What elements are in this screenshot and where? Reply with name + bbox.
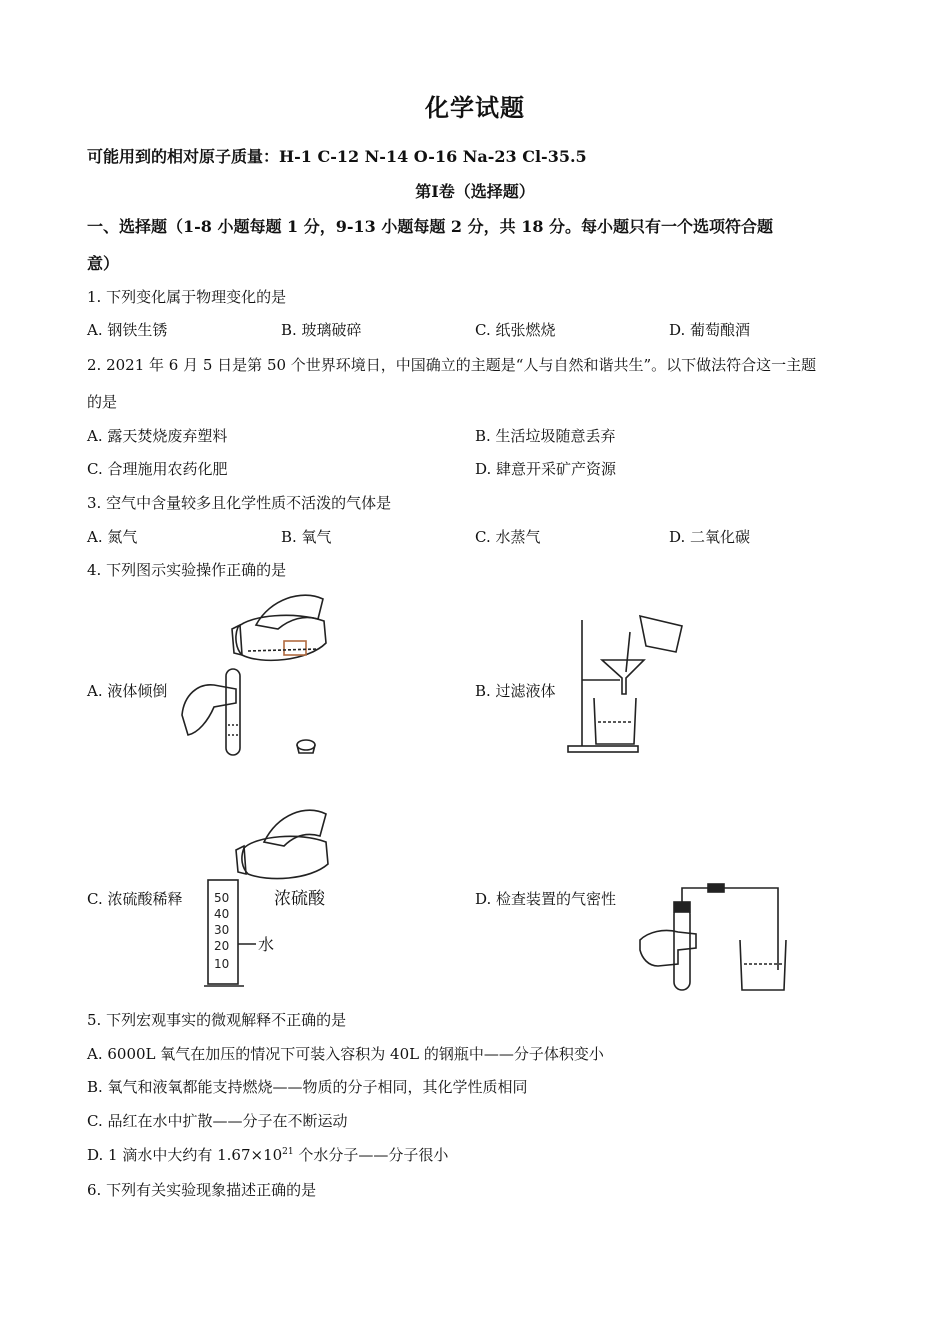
q1-option-c: C. 纸张燃烧 — [475, 321, 556, 339]
q2-option-c: C. 合理施用农药化肥 — [87, 460, 228, 478]
delivery-tube-icon — [682, 888, 778, 970]
water-beaker-icon — [740, 940, 786, 990]
scale-label-20: 20 — [214, 939, 230, 953]
q2-option-a: A. 露天焚烧废弃塑料 — [87, 427, 228, 445]
q1-option-a: A. 钢铁生锈 — [87, 321, 168, 339]
rubber-connector-icon — [708, 884, 724, 892]
label-water: 水 — [258, 935, 275, 954]
section-heading: 一、选择题（1-8 小题每题 1 分，9-13 小题每题 2 分，共 18 分。每小题只有一个选项符合题 — [87, 217, 774, 236]
question-2-stem: 2. 2021 年 6 月 5 日是第 50 个世界环境日，中国确立的主题是“人与自然和谐共生”。以下做法符合这一主题 — [87, 356, 817, 374]
figure-filtration — [560, 612, 690, 757]
question-3-stem: 3. 空气中含量较多且化学性质不活泼的气体是 — [87, 494, 392, 512]
q4-option-b: B. 过滤液体 — [475, 682, 556, 700]
q3-option-d: D. 二氧化碳 — [669, 528, 751, 546]
stand-base-icon — [568, 746, 638, 752]
q3-option-b: B. 氧气 — [281, 528, 332, 546]
label-concentrated-acid: 浓硫酸 — [274, 889, 325, 909]
bottle-label-icon — [284, 641, 306, 655]
beaker-icon — [594, 698, 636, 744]
scale-label-50: 50 — [214, 891, 230, 905]
funnel-icon — [602, 660, 644, 694]
q1-option-d: D. 葡萄酿酒 — [669, 321, 751, 339]
question-6-stem: 6. 下列有关实验现象描述正确的是 — [87, 1181, 317, 1199]
q3-option-a: A. 氮气 — [87, 528, 138, 546]
q4-option-d: D. 检查装置的气密性 — [475, 890, 617, 908]
q4-option-c: C. 浓硫酸稀释 — [87, 890, 183, 908]
glass-rod-icon — [626, 632, 630, 672]
scale-label-10: 10 — [214, 957, 230, 971]
q5-option-d-exponent: 21 — [282, 1147, 294, 1157]
pouring-hand-icon — [256, 595, 323, 629]
q5-option-a: A. 6000L 氧气在加压的情况下可装入容积为 40L 的钢瓶中——分子体积变小 — [87, 1045, 604, 1063]
q2-option-b: B. 生活垃圾随意丢弃 — [475, 427, 616, 445]
q5-option-d-text: D. 1 滴水中大约有 1.67×10 — [87, 1146, 283, 1164]
question-4-stem: 4. 下列图示实验操作正确的是 — [87, 561, 287, 579]
scale-label-40: 40 — [214, 907, 230, 921]
bottle-stopper-icon — [297, 740, 315, 750]
question-1-stem: 1. 下列变化属于物理变化的是 — [87, 288, 287, 306]
reagent-bottle-icon — [236, 615, 326, 660]
q5-option-c: C. 品红在水中扩散——分子在不断运动 — [87, 1112, 348, 1130]
volume-title: 第Ⅰ卷（选择题） — [415, 182, 535, 201]
scale-label-30: 30 — [214, 923, 230, 937]
q5-option-d — [87, 1144, 448, 1165]
q3-option-c: C. 水蒸气 — [475, 528, 541, 546]
holding-hand-icon — [182, 685, 236, 735]
section-heading-cont: 意） — [87, 254, 120, 273]
holding-hand-icon — [640, 930, 696, 966]
q4-option-a: A. 液体倾倒 — [87, 682, 168, 700]
reagent-bottle-icon — [242, 836, 328, 878]
test-tube-icon — [226, 669, 240, 755]
q1-option-b: B. 玻璃破碎 — [281, 321, 362, 339]
test-tube-icon — [674, 906, 690, 990]
page-title: 化学试题 — [425, 93, 525, 122]
figure-airtightness-check — [638, 880, 788, 995]
figure-liquid-pouring — [178, 585, 338, 765]
q5-option-b: B. 氧气和液氧都能支持燃烧——物质的分子相同，其化学性质相同 — [87, 1078, 528, 1096]
q2-option-d: D. 肆意开采矿产资源 — [475, 460, 617, 478]
pouring-hand-icon — [264, 810, 326, 846]
pouring-beaker-icon — [640, 616, 682, 652]
atomic-masses: 可能用到的相对原子质量：H-1 C-12 N-14 O-16 Na-23 Cl-35.5 — [87, 147, 587, 166]
question-2-stem-cont: 的是 — [87, 393, 118, 411]
q5-option-d-tail: 个水分子——分子很小 — [293, 1146, 449, 1164]
question-5-stem: 5. 下列宏观事实的微观解释不正确的是 — [87, 1011, 347, 1029]
figure-acid-dilution — [200, 800, 400, 995]
